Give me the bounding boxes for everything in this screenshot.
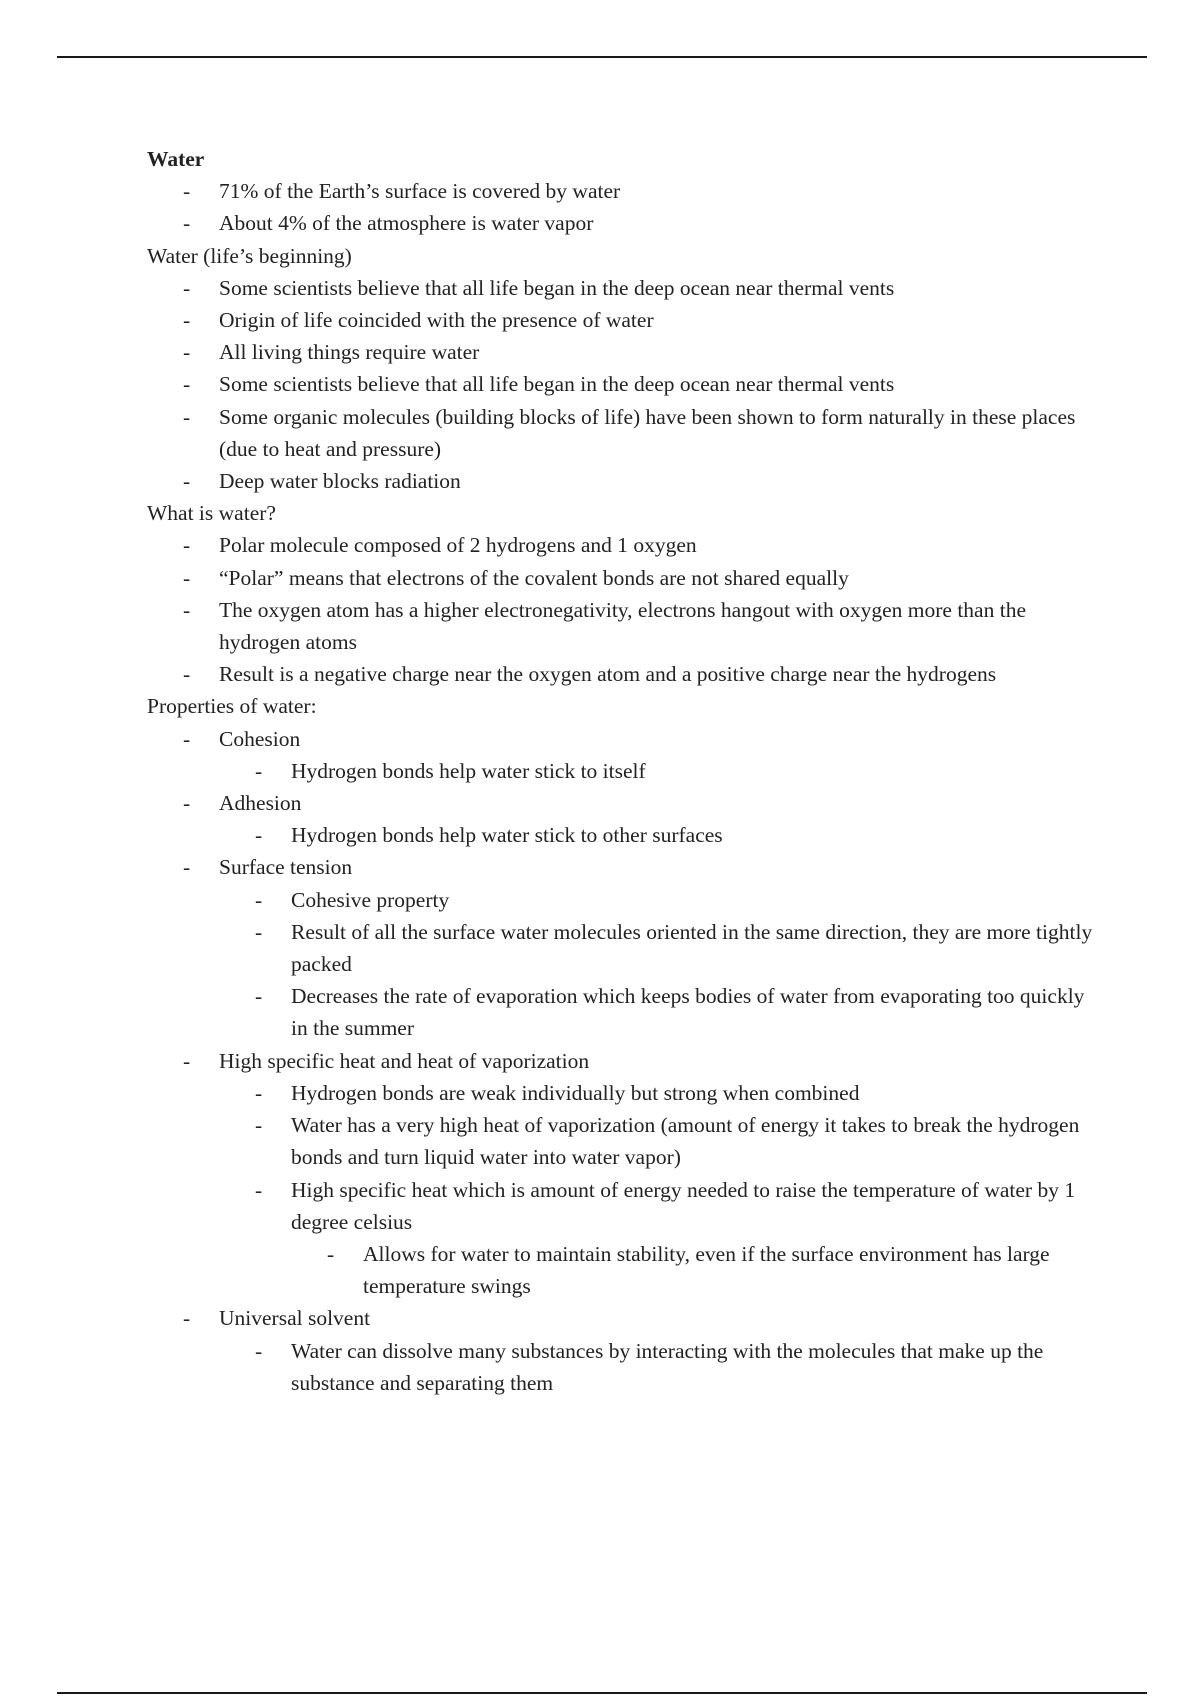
list-item-text: Result of all the surface water molecules oriented in the same direction, they are more tightly packed: [291, 919, 1093, 977]
bullet-dash: -: [255, 823, 263, 848]
bullet-dash: -: [183, 179, 191, 204]
list-item: [219, 916, 1097, 980]
list-item: [147, 465, 1097, 497]
bullet-dash: -: [183, 469, 191, 494]
bullet-dash: -: [183, 791, 191, 816]
list-item: [147, 272, 1097, 304]
list-item: [147, 175, 1097, 207]
bullet-dash: -: [255, 1113, 263, 1138]
list-item-text: Hydrogen bonds are weak individually but strong when combined: [291, 1080, 860, 1105]
list-item: [147, 1302, 1097, 1399]
bullet-dash: -: [183, 372, 191, 397]
list-item: [147, 336, 1097, 368]
list-item-text: Surface tension: [219, 855, 353, 880]
bullet-dash: -: [255, 758, 263, 783]
list-item-text: Universal solvent: [219, 1306, 371, 1331]
bullet-dash: -: [183, 533, 191, 558]
list-item-text: Decreases the rate of evaporation which keeps bodies of water from evaporating too quickly in the summer: [291, 984, 1085, 1041]
bullet-list: [147, 723, 1097, 1399]
list-item: [219, 755, 1097, 787]
bottom-rule: [57, 1692, 1147, 1694]
bullet-dash: -: [183, 565, 191, 590]
list-item-text: High specific heat which is amount of energy needed to raise the temperature of water by 1 degree celsius: [291, 1177, 1076, 1234]
list-item-text: Hydrogen bonds help water stick to itself: [291, 758, 646, 783]
bullet-dash: -: [183, 597, 191, 622]
list-item-text: Origin of life coincided with the presence of water: [219, 308, 654, 333]
bullet-dash: -: [255, 1177, 263, 1202]
bullet-dash: -: [255, 919, 263, 944]
list-item: [219, 1109, 1097, 1173]
bullet-dash: -: [183, 275, 191, 300]
list-item: [147, 207, 1097, 239]
page-title: Water: [147, 147, 205, 171]
list-item: [147, 562, 1097, 594]
bullet-dash: -: [327, 1241, 335, 1266]
bullet-dash: -: [183, 855, 191, 880]
list-item: [147, 851, 1097, 1044]
list-item-text: Cohesive property: [291, 887, 450, 912]
bullet-dash: -: [255, 1338, 263, 1363]
list-item-text: Result is a negative charge near the oxygen atom and a positive charge near the hydrogens: [219, 662, 997, 687]
section: [147, 690, 1097, 1398]
section: [147, 143, 1097, 240]
bullet-dash: -: [183, 308, 191, 333]
list-item-text: All living things require water: [219, 340, 480, 365]
list-item: [147, 658, 1097, 690]
bullet-list: [147, 529, 1097, 690]
list-item-text: Allows for water to maintain stability, even if the surface environment has large temperature swings: [363, 1241, 1050, 1299]
list-item: [291, 1238, 1097, 1302]
list-item-text: The oxygen atom has a higher electronegativity, electrons hangout with oxygen more than the hydrogen atoms: [219, 597, 1026, 655]
bullet-list: [291, 1238, 1097, 1302]
list-item-text: 71% of the Earth’s surface is covered by water: [219, 179, 621, 204]
list-item-text: Water can dissolve many substances by interacting with the molecules that make up the substance and separating them: [291, 1338, 1044, 1395]
list-item: [147, 529, 1097, 561]
bullet-dash: -: [183, 1048, 191, 1073]
section-heading: What is water?: [147, 501, 276, 526]
list-item: [147, 594, 1097, 658]
list-item: [219, 1077, 1097, 1109]
list-item-text: High specific heat and heat of vaporization: [219, 1048, 590, 1073]
section-heading: Properties of water:: [147, 694, 317, 719]
bullet-list: [219, 819, 1097, 851]
list-item-text: Water has a very high heat of vaporization (amount of energy it takes to break the hydrogen bonds and turn liquid water into water vapor): [291, 1113, 1080, 1170]
list-item: [219, 884, 1097, 916]
bullet-dash: -: [183, 662, 191, 687]
list-item-text: Some scientists believe that all life began in the deep ocean near thermal vents: [219, 372, 895, 397]
section-heading: Water (life’s beginning): [147, 243, 352, 268]
top-rule: [57, 56, 1147, 58]
list-item: [147, 723, 1097, 787]
list-item: [219, 1335, 1097, 1399]
bullet-list: [147, 272, 1097, 497]
bullet-dash: -: [183, 340, 191, 365]
section: [147, 497, 1097, 690]
document-body: [147, 143, 1097, 1399]
list-item: [147, 401, 1097, 465]
list-item-text: Cohesion: [219, 726, 301, 751]
list-item: [147, 787, 1097, 851]
bullet-dash: -: [183, 1306, 191, 1331]
list-item-text: Polar molecule composed of 2 hydrogens and 1 oxygen: [219, 533, 697, 558]
bullet-list: [219, 884, 1097, 1045]
list-item: [219, 1174, 1097, 1303]
bullet-list: [147, 175, 1097, 239]
list-item-text: Deep water blocks radiation: [219, 469, 461, 494]
list-item: [147, 368, 1097, 400]
list-item-text: “Polar” means that electrons of the covalent bonds are not shared equally: [219, 565, 849, 590]
list-item: [147, 1045, 1097, 1303]
list-item-text: Some scientists believe that all life began in the deep ocean near thermal vents: [219, 275, 895, 300]
bullet-dash: -: [183, 726, 191, 751]
section: [147, 240, 1097, 498]
bullet-dash: -: [255, 984, 263, 1009]
bullet-dash: -: [255, 887, 263, 912]
bullet-dash: -: [183, 211, 191, 236]
bullet-dash: -: [183, 404, 191, 429]
bullet-dash: -: [255, 1080, 263, 1105]
list-item: [147, 304, 1097, 336]
list-item-text: Hydrogen bonds help water stick to other surfaces: [291, 823, 723, 848]
bullet-list: [219, 1077, 1097, 1302]
list-item-text: About 4% of the atmosphere is water vapor: [219, 211, 594, 236]
list-item: [219, 819, 1097, 851]
list-item-text: Some organic molecules (building blocks of life) have been shown to form naturally in these places (due to heat and pressure): [219, 404, 1076, 461]
list-item: [219, 980, 1097, 1044]
list-item-text: Adhesion: [219, 791, 302, 816]
bullet-list: [219, 1335, 1097, 1399]
bullet-list: [219, 755, 1097, 787]
